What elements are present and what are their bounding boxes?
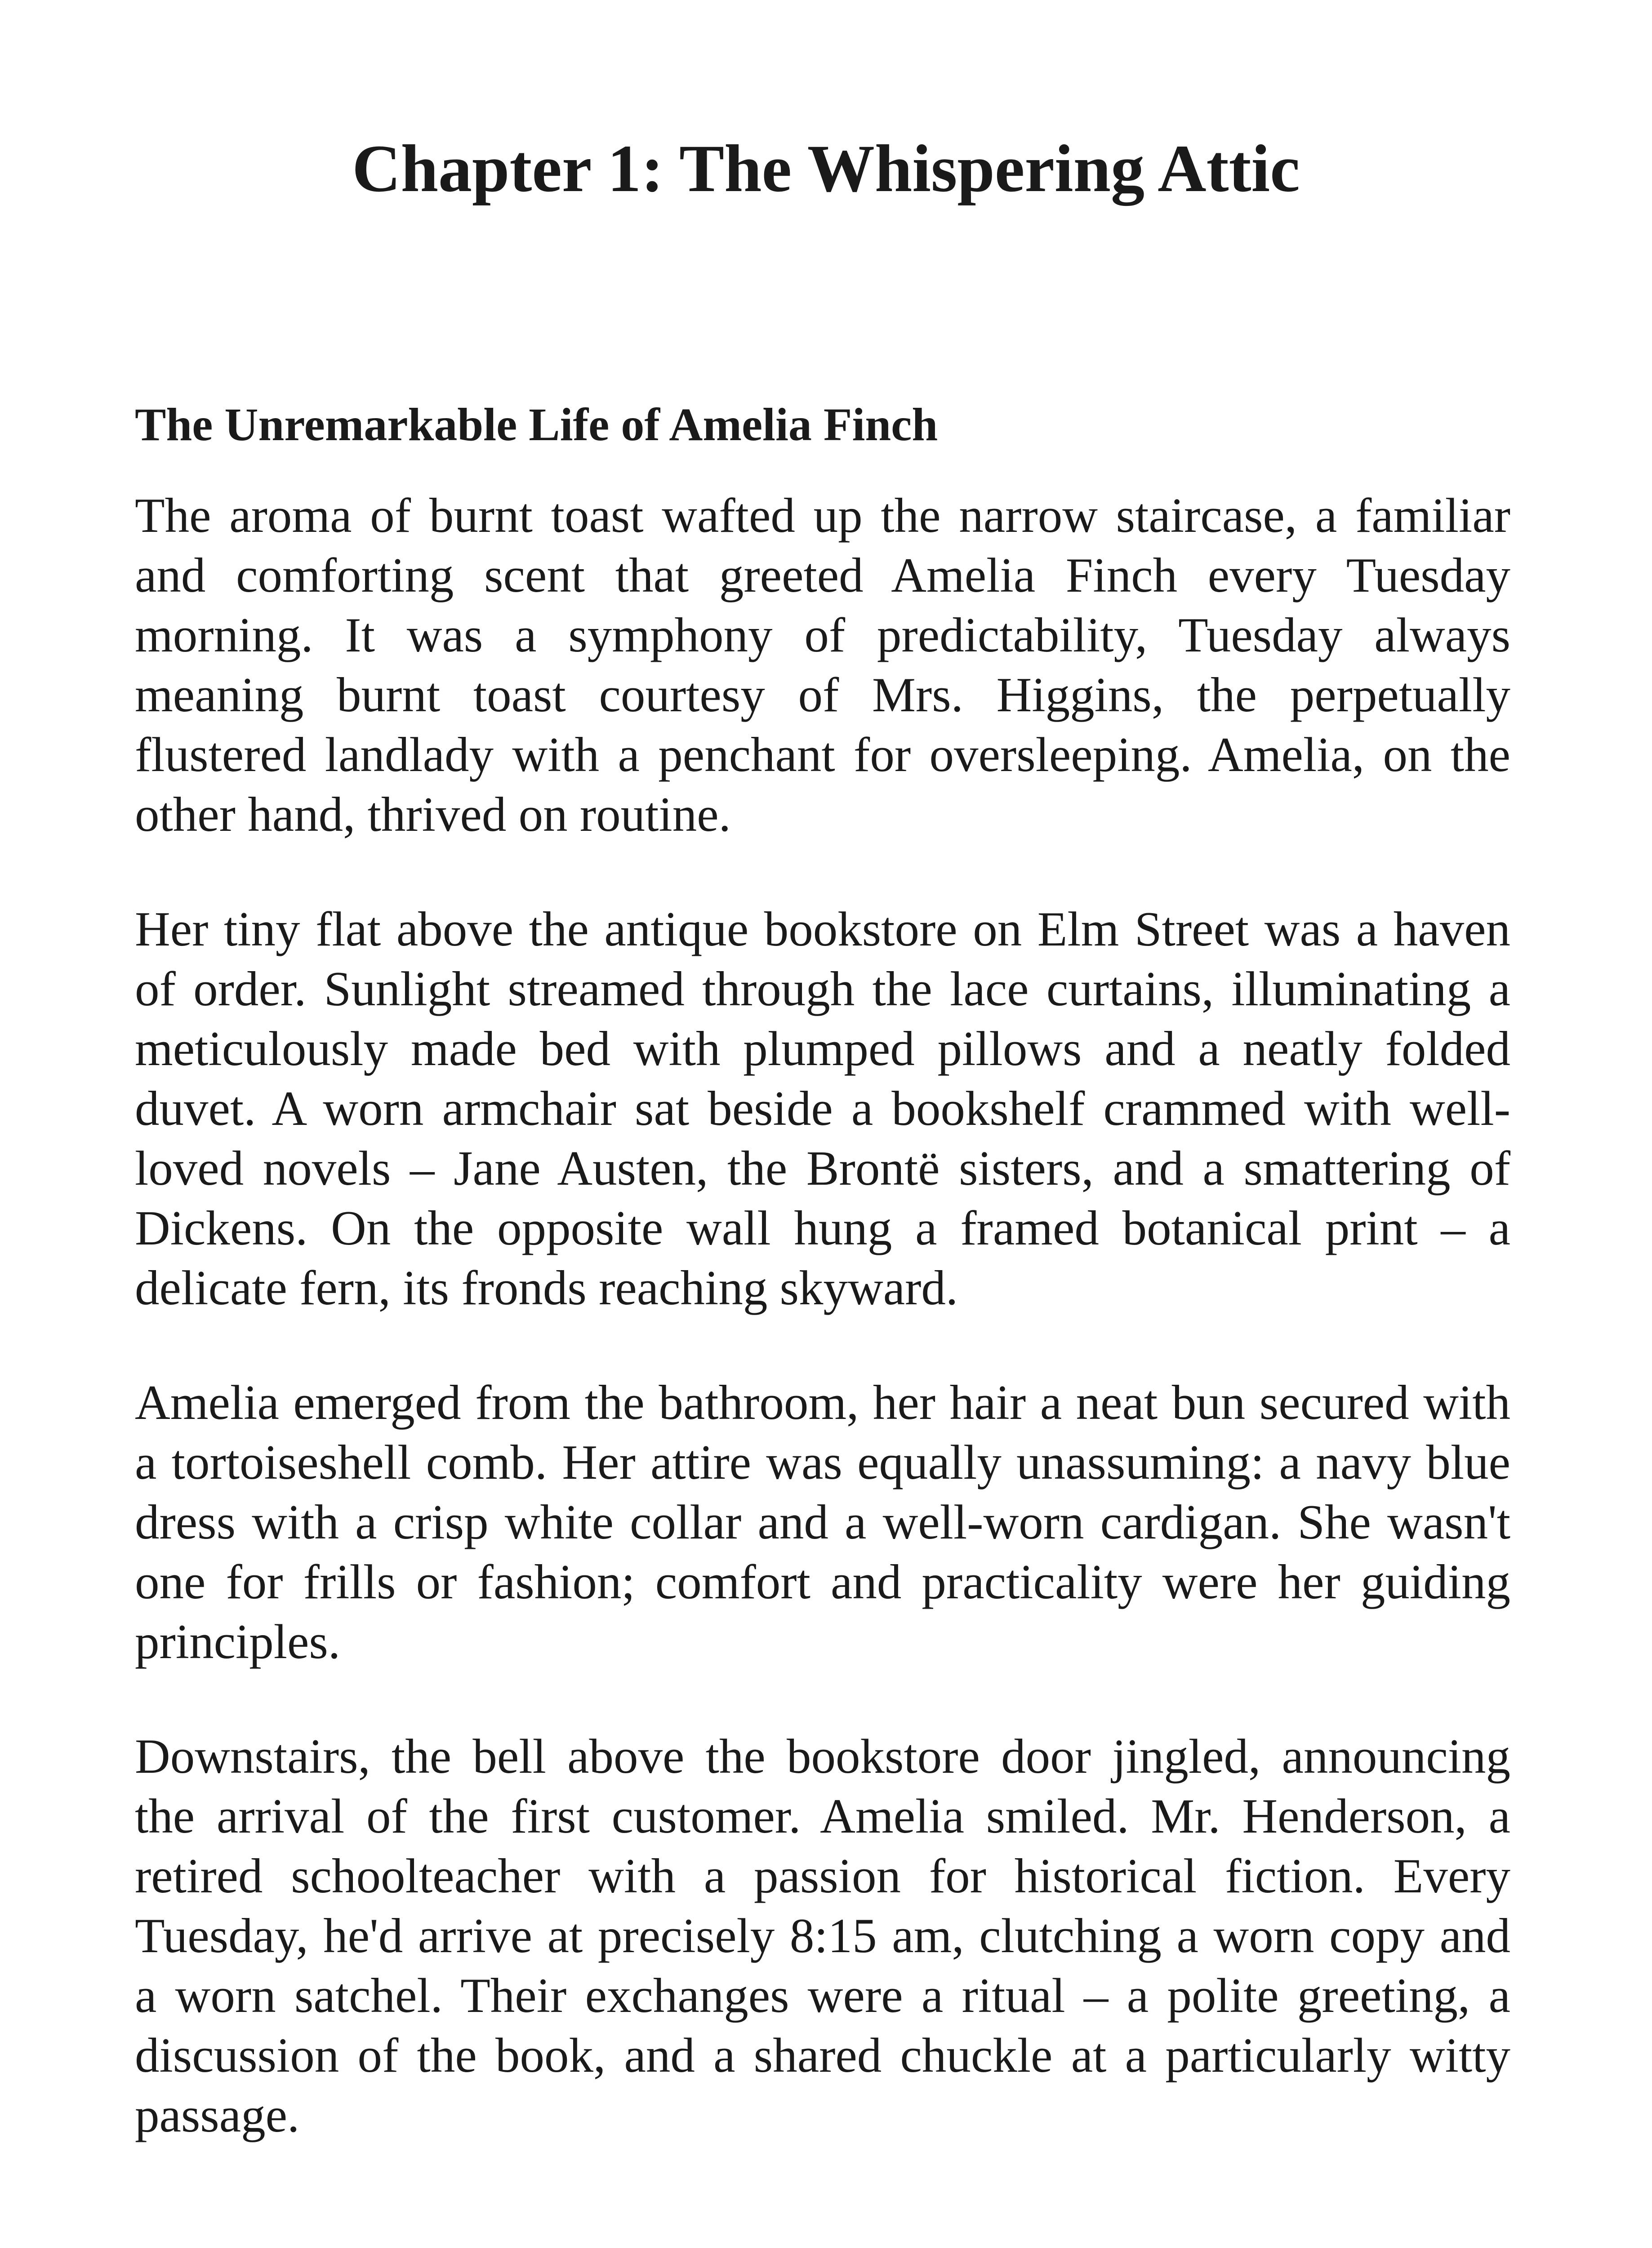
chapter-title: Chapter 1: The Whispering Attic <box>352 131 1300 206</box>
paragraph: Downstairs, the bell above the bookstore door jingled, announcing the arrival of the first customer. Amelia smiled. Mr. Henderson, a retired schoolteacher with a passion for historical fiction. Every Tuesday, he'd arrive at precisely 8:15 am, clutching a worn copy and a worn satchel. Their exchanges were a ritual – a polite greeting, a discussion of the book, and a shared chuckle at a particularly witty passage. <box>135 1729 1510 2142</box>
page-body <box>135 396 1510 2145</box>
paragraph: Amelia emerged from the bathroom, her hair a neat bun secured with a tortoiseshell comb. Her attire was equally unassuming: a navy blue dress with a crisp white collar and a well-worn cardigan. She wasn't one for frills or fashion; comfort and practicality were her guiding principles. <box>135 1375 1510 1669</box>
paragraph: Her tiny flat above the antique bookstore on Elm Street was a haven of order. Sunlight streamed through the lace curtains, illuminating a meticulously made bed with plumped pillows and a neatly folded duvet. A worn armchair sat beside a bookshelf crammed with well-loved novels – Jane Austen, the Brontë sisters, and a smattering of Dickens. On the opposite wall hung a framed botanical print – a delicate fern, its fronds reaching skyward. <box>135 902 1510 1315</box>
section-heading: The Unremarkable Life of Amelia Finch <box>135 399 938 450</box>
paragraph: The aroma of burnt toast wafted up the narrow staircase, a familiar and comforting scent that greeted Amelia Finch every Tuesday morning. It was a symphony of predictability, Tuesday always meaning burnt toast courtesy of Mrs. Higgins, the perpetually flustered landlady with a penchant for oversleeping. Amelia, on the other hand, thrived on routine. <box>135 488 1510 842</box>
